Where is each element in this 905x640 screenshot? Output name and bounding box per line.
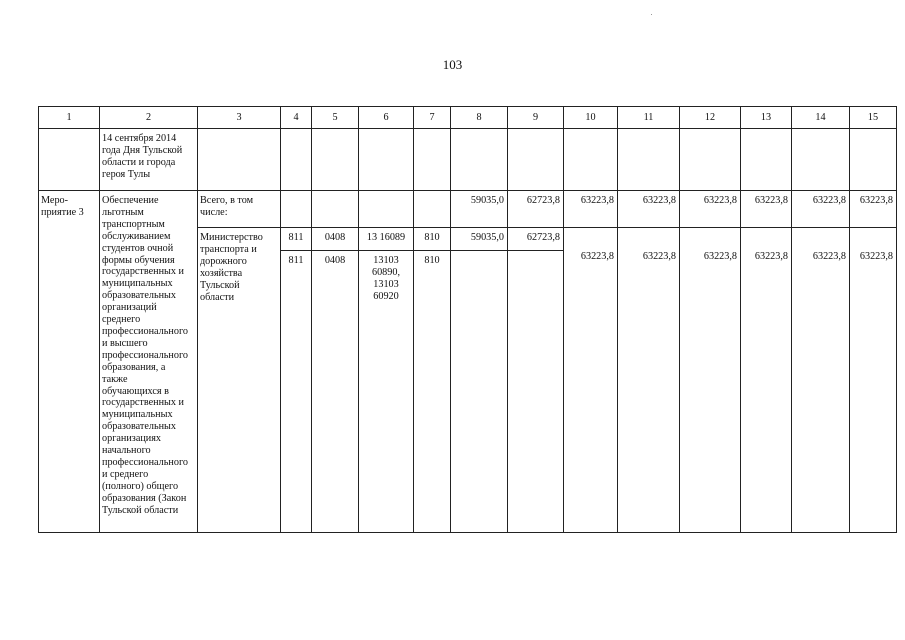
header-cell-3: 3: [198, 107, 281, 129]
measure-number: Меро- приятие 3: [39, 191, 100, 533]
ministry-2-code-6: 13103 60890, 13103 60920: [359, 251, 414, 533]
total-value-14: 63223,8: [792, 191, 850, 228]
header-cell-10: 10: [564, 107, 618, 129]
ministry-1-code-4: 811: [281, 228, 312, 251]
ministry-1-code-7: 810: [414, 228, 451, 251]
page-number: 103: [442, 57, 463, 72]
ministry-2-code-4: 811: [281, 251, 312, 533]
total-value-10: 63223,8: [564, 191, 618, 228]
header-cell-8: 8: [451, 107, 508, 129]
ministry-2-value-11: 63223,8: [618, 251, 680, 533]
header-cell-14: 14: [792, 107, 850, 129]
budget-table: [38, 106, 897, 533]
ministry-2-code-7: 810: [414, 251, 451, 533]
header-cell-2: 2: [100, 107, 198, 129]
ministry-2-value-13: 63223,8: [741, 251, 792, 533]
header-cell-9: 9: [508, 107, 564, 129]
measure-description: Обеспечение льготным транспортным обслуживанием студентов очной формы обучения государственных и муниципальных образовательных организаций среднего профессионального и высшего профессионального образования, а также обучающихся в государственных и муниципальных образовательных организациях начального профессионального и среднего (полного) общего образования (Закон Тульской области: [100, 191, 198, 533]
header-cell-13: 13: [741, 107, 792, 129]
header-cell-4: 4: [281, 107, 312, 129]
ministry-2-value-12: 63223,8: [680, 251, 741, 533]
header-cell-15: 15: [850, 107, 897, 129]
total-value-13: 63223,8: [741, 191, 792, 228]
total-row: [39, 191, 897, 228]
header-cell-1: 1: [39, 107, 100, 129]
ministry-2-value-14: 63223,8: [792, 251, 850, 533]
total-value-11: 63223,8: [618, 191, 680, 228]
scan-speck: [651, 14, 652, 15]
ministry-1-code-6: 13 16089: [359, 228, 414, 251]
ministry-2-value-15: 63223,8: [850, 251, 897, 533]
total-value-12: 63223,8: [680, 191, 741, 228]
total-value-9: 62723,8: [508, 191, 564, 228]
ministry-2-value-10: 63223,8: [564, 251, 618, 533]
ministry-1-code-5: 0408: [312, 228, 359, 251]
total-value-8: 59035,0: [451, 191, 508, 228]
header-cell-6: 6: [359, 107, 414, 129]
header-cell-11: 11: [618, 107, 680, 129]
ministry-label: Министерство транспорта и дорожного хозяйства Тульской области: [198, 228, 281, 533]
continuation-text: 14 сентября 2014 года Дня Тульской области и города героя Тулы: [100, 129, 198, 191]
ministry-1-value-9: 62723,8: [508, 228, 564, 251]
ministry-1-value-8: 59035,0: [451, 228, 508, 251]
header-cell-12: 12: [680, 107, 741, 129]
total-label: Всего, в том числе:: [198, 191, 281, 228]
header-cell-5: 5: [312, 107, 359, 129]
total-value-15: 63223,8: [850, 191, 897, 228]
header-row: [39, 107, 897, 129]
ministry-2-code-5: 0408: [312, 251, 359, 533]
header-cell-7: 7: [414, 107, 451, 129]
continuation-row: [39, 129, 897, 191]
